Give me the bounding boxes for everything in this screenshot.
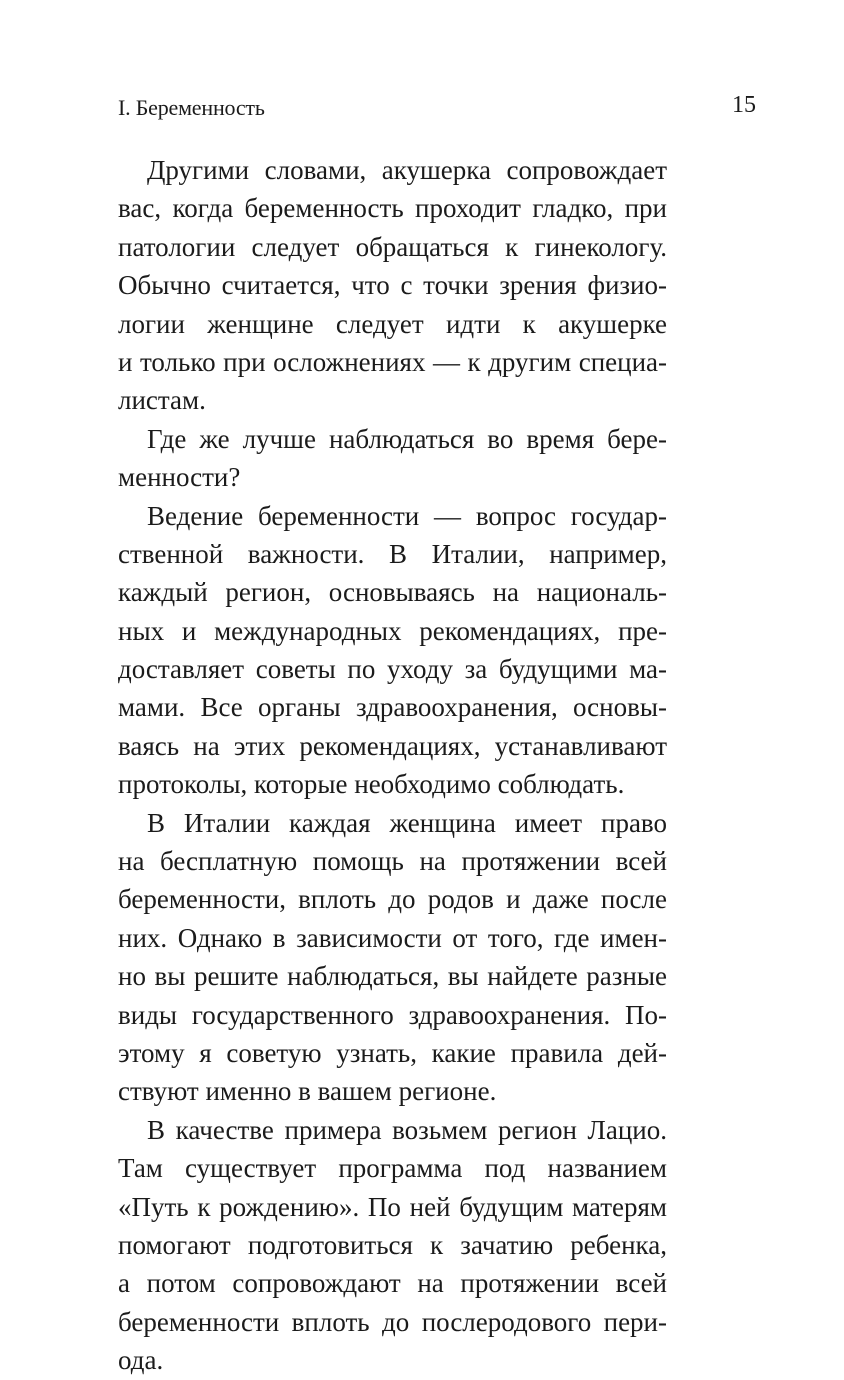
text-line: листам. (118, 385, 206, 416)
running-header: I. Беременность (118, 95, 265, 120)
text-line: менности? (118, 462, 241, 493)
paragraph (118, 497, 667, 804)
text-line: и только при осложнениях — к другим специа- (118, 346, 667, 377)
text-line: виды государственного здравоохранения. По- (118, 999, 667, 1030)
paragraph (118, 1111, 667, 1380)
body-text (118, 151, 667, 1380)
paragraph (118, 151, 667, 420)
text-line: ственной важности. В Италии, например, (118, 538, 667, 569)
text-line: но вы решите наблюдаться, вы найдете разные (118, 961, 667, 992)
paragraph (118, 420, 667, 497)
text-line: Другими словами, акушерка сопровождает (147, 155, 667, 185)
text-line: Где же лучше наблюдаться во время бере- (147, 423, 667, 454)
text-line: Там существует программа под названием (118, 1153, 667, 1184)
text-line: Обычно считается, что с точки зрения физио- (118, 270, 667, 301)
page-number: 15 (732, 92, 756, 118)
text-line: мами. Все органы здравоохранения, основы- (118, 692, 667, 723)
text-line: ствуют именно в вашем регионе. (118, 1076, 497, 1107)
text-line: «Путь к рождению». По ней будущим матерям (118, 1191, 667, 1222)
text-line: ных и международных рекомендациях, пре- (118, 615, 667, 646)
text-line: патологии следует обращаться к гинекологу. (118, 231, 667, 262)
text-line: логии женщине следует идти к акушерке (118, 308, 667, 339)
text-line: вас, когда беременность проходит гладко, при (118, 193, 667, 224)
text-line: каждый регион, основываясь на националь- (118, 577, 667, 608)
text-line: ваясь на этих рекомендациях, устанавливают (118, 730, 667, 761)
text-line: доставляет советы по уходу за будущими ма- (118, 654, 667, 685)
text-line: помогают подготовиться к зачатию ребенка, (118, 1229, 667, 1260)
text-line: В Италии каждая женщина имеет право (147, 807, 667, 838)
paragraph (118, 804, 667, 1111)
text-line: В качестве примера возьмем регион Лацио. (147, 1114, 667, 1145)
text-line: а потом сопровождают на протяжении всей (118, 1268, 667, 1299)
text-line: ода. (118, 1345, 164, 1376)
text-line: них. Однако в зависимости от того, где имен- (118, 922, 667, 953)
text-line: протоколы, которые необходимо соблюдать. (118, 769, 625, 800)
text-line: на бесплатную помощь на протяжении всей (118, 846, 667, 877)
text-line: беременности вплоть до послеродового пери- (118, 1306, 667, 1337)
text-line: Ведение беременности — вопрос государ- (147, 500, 667, 531)
text-line: этому я советую узнать, какие правила дей- (118, 1037, 667, 1068)
text-line: беременности, вплоть до родов и даже после (118, 884, 667, 915)
